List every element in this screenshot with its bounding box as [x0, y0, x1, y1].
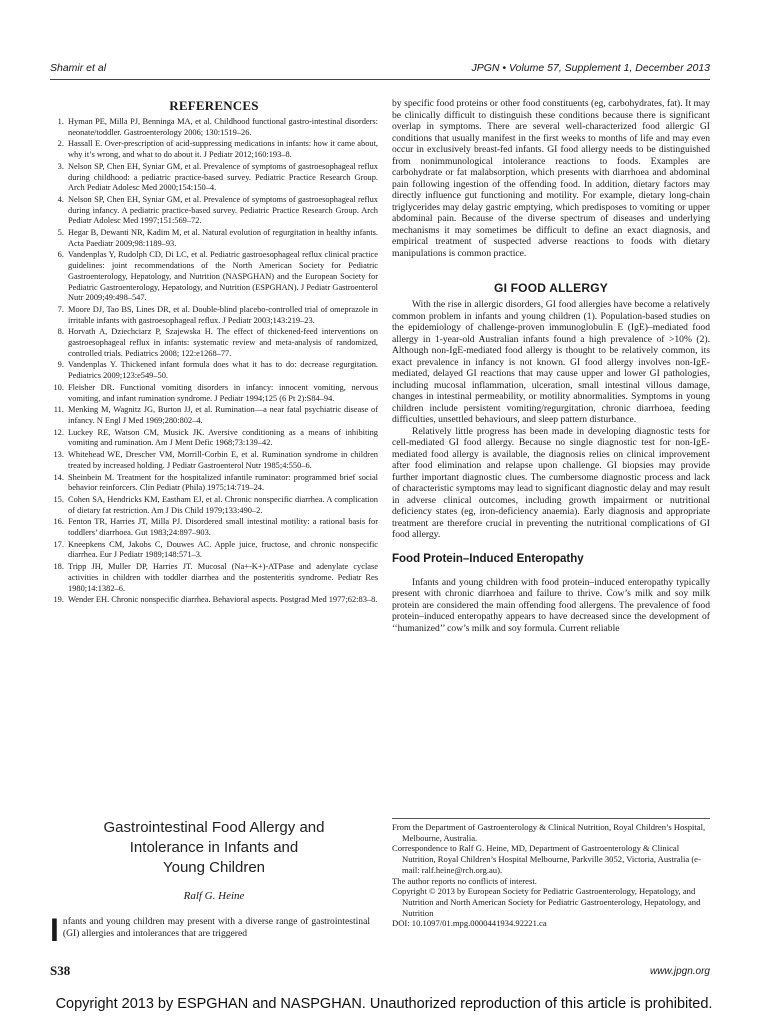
section-heading: GI FOOD ALLERGY	[494, 281, 608, 295]
reference-item: 7. Moore DJ, Tao BS, Lines DR, et al. Double-blind placebo-controlled trial of omeprazole in irritable infants with gastroesophageal reflux. J Pediatr 2003;143:219–23.	[66, 305, 378, 326]
running-header-journal: JPGN • Volume 57, Supplement 1, December 2013	[471, 62, 710, 74]
body-paragraph: Infants and young children with food protein–induced enteropathy typically present with chronic diarrhoea and failure to thrive. Cow’s milk and soy milk protein are considered the main offending food allergens. The prevalence of food protein–induced enteropathy appears to have decreased since the development of ‘‘humanized’’ cow’s milk and soy formula. Current reliable	[392, 576, 710, 634]
references-heading: REFERENCES	[169, 98, 259, 113]
intro-paragraph: by specific food proteins or other food constituents (eg, carbohydrates, fat). It may be clinically difficult to distinguish these conditions because there is significant overlap in symptoms. There are several well-characterized food allergic GI conditions that usually manifest in the first weeks to months of life and may even occur in exclusively breast-fed infants. GI food allergy needs to be distinguished from nonimmunological intolerance reactions to foods. Examples are carbohydrate or fat malabsorption, which presents with diarrhoea and abdominal pain following ingestion of the offending food. In addition, dietary factors may directly influence gut functioning and motility. For example, dietary long-chain triglycerides may delay gastric emptying, which predisposes to vomiting or upper abdominal pain. Because of the diverse spectrum of diseases and underlying mechanisms it may sometimes be difficult to define an exact diagnosis, and empirical treatment of suspected adverse reactions to foods with dietary manipulations is common practice.	[392, 98, 710, 259]
body-paragraph: With the rise in allergic disorders, GI food allergies have become a relatively common problem in infants and young children (1). Population-based studies on the epidemiology of challenge-proven immunoglobulin E (IgE)–mediated food allergy in 1-year-old Australian infants found a high prevalence of >10% (2). Although non-IgE-mediated food allergy is thought to be relatively common, its exact prevalence in infancy is not known. GI food allergy involves non-IgE-mediated, delayed GI reactions that may cause upper and lower GI pathologies, including mucosal inflammation, ulceration, small intestinal villous damage, changes in intestinal permeability, or motility abnormalities. Symptoms in young children include persistent vomiting/regurgitation, chronic diarrhoea, feeding difficulties, unsettled behaviours, and sleep pattern disturbance.	[392, 299, 710, 425]
reference-item: 1. Hyman PE, Milla PJ, Benninga MA, et al. Childhood functional gastro-intestinal disorders: neonate/toddler. Gastroenterology 2006; 130:1519–26.	[66, 117, 378, 138]
reference-item: 5. Hegar B, Dewanti NR, Kadim M, et al. Natural evolution of regurgitation in healthy infants. Acta Paediatr 2009;98:1189–93.	[66, 228, 378, 249]
footnote-line: From the Department of Gastroenterology & Clinical Nutrition, Royal Children’s Hospital, Melbourne, Australia.	[392, 822, 706, 843]
body-paragraph: Relatively little progress has been made in developing diagnostic tests for cell-mediated GI food allergy. Because no single diagnostic test for non-IgE-mediated food allergy is available, the diagnosis relies on clinical improvement after food elimination and relapse upon challenge. GI biopsies may provide further important diagnostic clues. The cumbersome diagnostic process and lack of characteristic symptoms may lead to significant diagnostic delay and may result in adverse clinical outcomes, including growth impairment or nutritional deficiency states (eg, iron-deficiency anaemia). Early diagnosis and appropriate treatment are therefore crucial in preventing the nutritional complications of GI food allergy.	[392, 425, 710, 540]
running-header-authors: Shamir et al	[50, 62, 107, 74]
references-list	[50, 117, 378, 606]
footnote-line: DOI: 10.1097/01.mpg.0000441934.92221.ca	[392, 918, 547, 929]
reference-item: 4. Nelson SP, Chen EH, Syniar GM, et al. Prevalence of symptoms of gastroesophageal reflux during infancy. A pediatric practice-based survey. Pediatric Practice Research Group. Arch Pediatr Adolesc Med 1997;151:569–72.	[66, 195, 378, 227]
page-number: S38	[50, 963, 71, 978]
reference-item: 19. Wender EH. Chronic nonspecific diarrhea. Behavioral aspects. Postgrad Med 1977;62:83–8.	[66, 595, 378, 606]
reference-item: 18. Tripp JH, Muller DP, Harries JT. Mucosal (Na+-K+)-ATPase and adenylate cyclase activities in children with toddler diarrhea and the postenteritis syndrome. Pediatr Res 1980;14:1382–6.	[66, 562, 378, 594]
drop-cap: I	[50, 912, 59, 948]
footnote-line: Correspondence to Ralf G. Heine, MD, Department of Gastroenterology & Clinical Nutrition, Royal Children’s Hospital Melbourne, Parkville 3052, Victoria, Australia (e-mail: ralf.heine@rch.org.au).	[392, 843, 701, 875]
body-column	[392, 98, 710, 634]
footnote-line: Copyright © 2013 by European Society for Pediatric Gastroenterology, Hepatology, and Nutrition and North American Society for Pediatric Gastroenterology, Hepatology, and Nutrition	[392, 886, 701, 918]
reference-item: 9. Vandenplas Y. Thickened infant formula does what it has to do: decrease regurgitation. Pediatrics 2009;123:e549–50.	[66, 360, 378, 381]
article-title-line: Intolerance in Infants and	[129, 839, 299, 856]
reference-item: 13. Whitehead WE, Drescher VM, Morrill-Corbin E, et al. Rumination syndrome in children treated by increased holding. J Pediatr Gastroenterol Nutr 1985;4:550–6.	[66, 450, 378, 471]
copyright-notice: Copyright 2013 by ESPGHAN and NASPGHAN. Unauthorized reproduction of this article is prohibited.	[55, 996, 713, 1012]
reference-item: 15. Cohen SA, Hendricks KM, Eastham EJ, et al. Chronic nonspecific diarrhea. A complication of dietary fat restriction. Am J Dis Child 1979;133:490–2.	[66, 495, 378, 516]
reference-item: 6. Vandenplas Y, Rudolph CD, Di LC, et al. Pediatric gastroesophageal reflux clinical practice guidelines: joint recommendations of the North American Society for Pediatric Gastroenterology, Hepatology, and Nutrition (NASPGHAN) and the European Society for Pediatric Gastroenterology, Hepatology, and Nutrition (ESPGHAN). J Pediatr Gastroenterol Nutr 2009;49:498–547.	[66, 250, 378, 304]
reference-item: 11. Menking M, Wagnitz JG, Burton JJ, et al. Rumination—a near fatal psychiatric disease of infancy. N Engl J Med 1969;280:802–4.	[66, 405, 378, 426]
reference-item: 16. Fenton TR, Harries JT, Milla PJ. Disordered small intestinal motility: a rational basis for toddlers’ diarrhoea. Gut 1983;24:897–903.	[66, 517, 378, 538]
article-title-line: Young Children	[162, 859, 266, 876]
footnote-rule	[392, 818, 710, 819]
reference-item: 10. Fleisher DR. Functional vomiting disorders in infancy: innocent vomiting, nervous vomiting, and infant rumination syndrome. J Pediatr 1994;125 (6 Pt 2):S84–94.	[66, 383, 378, 404]
reference-item: 14. Sheinbein M. Treatment for the hospitalized infantile ruminator: programmed brief social behavior reinforcers. Clin Pediatr (Phila) 1975;14:719–24.	[66, 473, 378, 494]
opening-text: nfants and young children may present with a diverse range of gastrointestinal (GI) allergies and intolerances that are triggered	[62, 916, 370, 940]
journal-url[interactable]: www.jpgn.org	[649, 966, 710, 977]
references-column	[50, 98, 378, 607]
reference-item: 3. Nelson SP, Chen EH, Syniar GM, et al. Prevalence of symptoms of gastroesophageal reflux during childhood: a pediatric practice-based survey. Pediatric Practice Research Group. Arch Pediatr Adolesc Med 2000;154:150–4.	[66, 162, 378, 194]
header-rule	[50, 79, 710, 80]
subsection-heading: Food Protein–Induced Enteropathy	[392, 552, 584, 565]
reference-item: 8. Horvath A, Dziechciarz P, Szajewska H. The effect of thickened-feed interventions on gastroesophageal reflux in infants: systematic review and meta-analysis of randomized, controlled trials. Pediatrics 2008; 122:e1268–77.	[66, 327, 378, 359]
reference-item: 17. Kneepkens CM, Jakobs C, Douwes AC. Apple juice, fructose, and chronic nonspecific diarrhea. Eur J Pediatr 1989;148:571–3.	[66, 540, 378, 561]
article-author: Ralf G. Heine	[183, 890, 245, 902]
reference-item: 2. Hassall E. Over-prescription of acid-suppressing medications in infants: how it came about, why it’s wrong, and what to do about it. J Pediatr 2012;160:193–8.	[66, 139, 378, 160]
article-opening-paragraph	[50, 912, 370, 948]
footnote-line: The author reports no conflicts of interest.	[392, 875, 537, 886]
article-title	[58, 818, 370, 878]
reference-item: 12. Luckey RE, Watson CM, Musick JK. Aversive conditioning as a means of inhibiting vomiting and rumination. Am J Ment Defic 1968;73:139–42.	[66, 428, 378, 449]
article-title-line: Gastrointestinal Food Allergy and	[103, 819, 325, 836]
footnote-block	[392, 822, 710, 929]
